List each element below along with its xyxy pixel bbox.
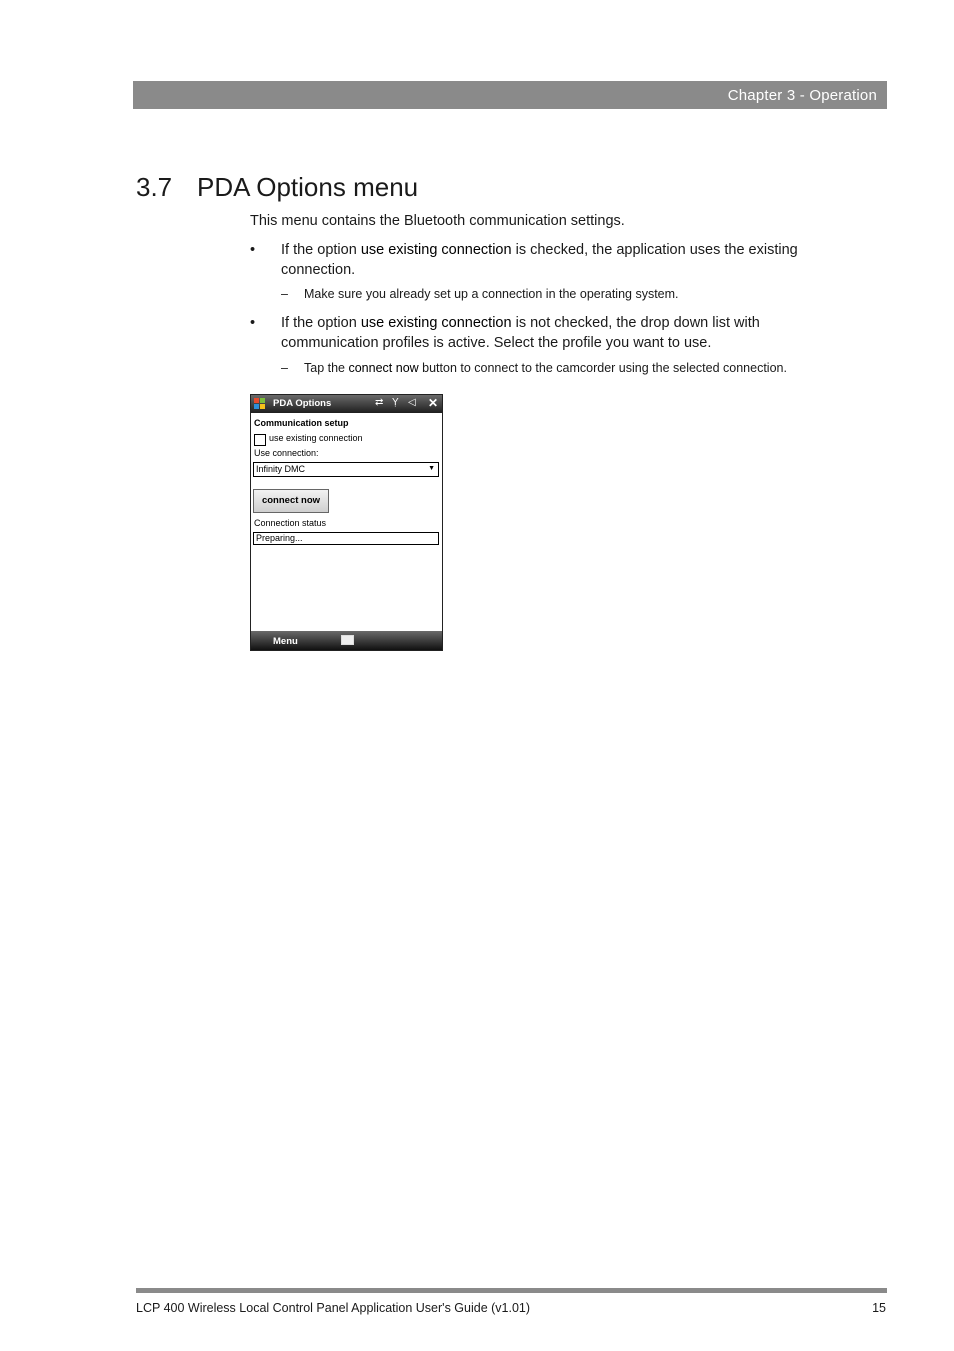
menu-softkey[interactable]: Menu [273, 636, 298, 647]
connectivity-icon[interactable]: ⇄ [375, 397, 384, 408]
intro-paragraph: This menu contains the Bluetooth communication settings. [250, 213, 625, 229]
volume-mute-icon[interactable]: ◁ [408, 397, 416, 408]
sub-button-name: connect now [348, 361, 419, 375]
bullet-text-post: is checked, the application uses the existing connection. [281, 242, 798, 278]
bullet-option-name: use existing connection [360, 242, 512, 258]
use-existing-connection-checkbox[interactable] [254, 434, 266, 446]
keyboard-icon[interactable] [341, 635, 354, 645]
sub-dash: – [281, 361, 288, 375]
chevron-down-icon[interactable]: ▼ [428, 465, 435, 472]
section-title [136, 172, 418, 203]
pda-window-title: PDA Options [273, 398, 332, 409]
sub-text [304, 286, 864, 302]
bullet-text [281, 314, 856, 353]
footer-rule [136, 1288, 887, 1293]
section-title-text: PDA Options menu [197, 172, 419, 202]
use-connection-label: Use connection: [254, 448, 319, 458]
connect-now-button[interactable]: connect now [253, 489, 329, 513]
connection-status-field [253, 532, 439, 545]
signal-off-icon[interactable]: Ỵ [392, 397, 399, 408]
sub-text [304, 360, 864, 376]
use-existing-connection-label[interactable]: use existing connection [269, 433, 363, 443]
footer-guide-title: LCP 400 Wireless Local Control Panel Application User's Guide (v1.01) [136, 1301, 531, 1315]
bullet-text [281, 241, 856, 280]
windows-logo-icon[interactable] [254, 398, 266, 410]
bullet-dot: • [250, 315, 256, 331]
pda-options-screenshot [250, 394, 443, 651]
bullet-text-pre: If the option [281, 242, 361, 258]
bullet-text-pre: If the option [281, 315, 361, 331]
connection-status-label: Connection status [254, 518, 327, 528]
sub-dash: – [281, 287, 288, 301]
chapter-header-bar [133, 81, 887, 109]
connection-dropdown-value: Infinity DMC [256, 464, 306, 474]
sub-text-pre: Make sure you already set up a connection in the operating system. [304, 287, 679, 301]
bullet-text-post: is not checked, the drop down list with communication profiles is active. Select the profile you want to use. [281, 315, 760, 351]
sub-text-pre: Tap the [304, 361, 349, 375]
connection-status-value: Preparing... [256, 533, 303, 543]
section-number: 3.7 [136, 172, 173, 202]
connection-dropdown[interactable] [253, 462, 439, 477]
bullet-dot: • [250, 242, 256, 258]
communication-setup-heading: Communication setup [254, 418, 349, 428]
pda-titlebar [251, 395, 442, 413]
footer-page-number: 15 [872, 1301, 886, 1315]
close-icon[interactable]: ✕ [427, 396, 438, 410]
bullet-option-name: use existing connection [360, 315, 512, 331]
pda-menubar [251, 631, 442, 650]
sub-text-post: button to connect to the camcorder using the selected connection. [418, 361, 787, 375]
chapter-header-text: Chapter 3 - Operation [727, 87, 877, 104]
